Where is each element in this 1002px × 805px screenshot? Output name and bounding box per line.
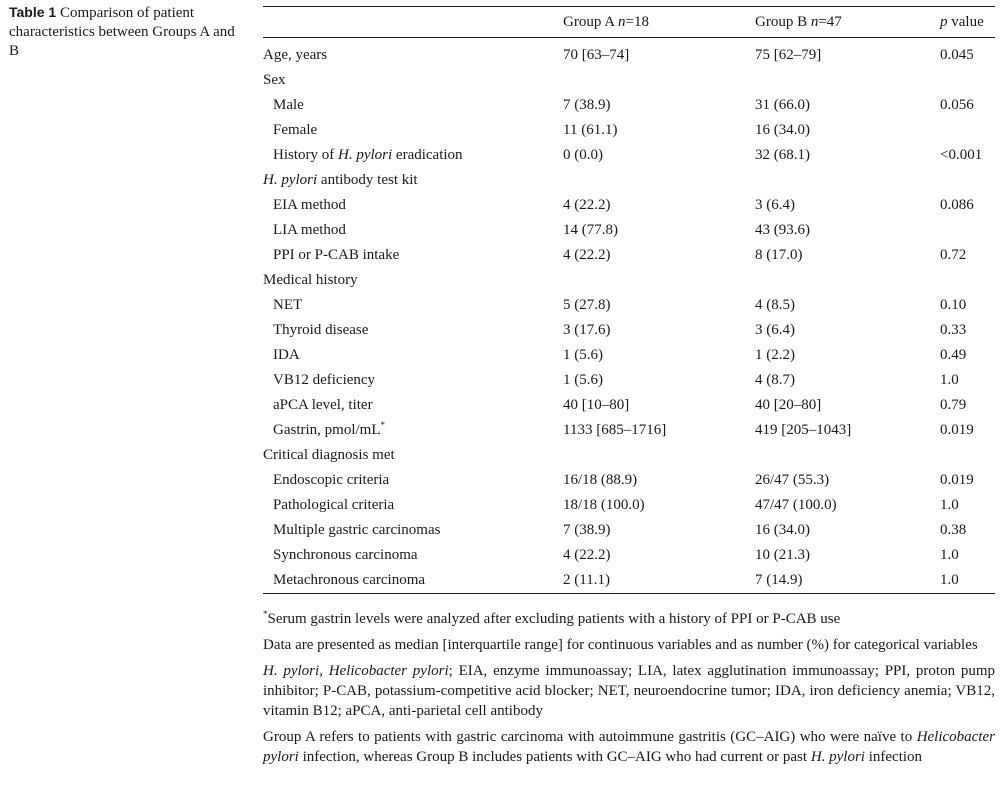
row-label: NET [273,297,303,313]
row-label: Endoscopic criteria [273,472,390,488]
p-value: 0.72 [940,247,967,263]
p-value: <0.001 [940,147,983,163]
p-value: 0.086 [940,197,974,213]
row-label: Male [273,97,304,113]
p-value: 0.79 [940,397,967,413]
group-a-value: 4 (22.2) [563,247,611,263]
group-a-value: 16/18 (88.9) [563,472,638,488]
table-row [263,443,995,468]
group-b-value: 75 [62–79] [755,47,822,63]
row-label: Sex [263,72,286,88]
group-a-value: 4 (22.2) [563,197,611,213]
group-b-value: 16 (34.0) [755,522,810,538]
footnote-abbreviations: H. pylori, Helicobacter pylori; EIA, enzyme immunoassay; LIA, latex agglutination immunoassay; PPI, proton pump inhibitor; P-CAB, potassium-competitive acid blocker; NET, neuroendocrine tumor; IDA, iron deficiency anemia; VB12, vitamin B12; aPCA, anti-parietal cell antibody [263,663,996,719]
table-row [263,68,995,93]
row-label: Critical diagnosis met [263,447,395,463]
footnote-data-presentation: Data are presented as median [interquartile range] for continuous variables and as number (%) for categorical variables [263,637,978,653]
table-row [263,118,995,143]
patient-characteristics-table [263,6,995,594]
row-label: aPCA level, titer [273,397,373,413]
table-row [263,568,995,593]
row-label: PPI or P-CAB intake [273,247,400,263]
header-p-value: p value [940,13,984,30]
table-row [263,268,995,293]
row-label: Age, years [263,47,328,63]
row-label: History of H. pylori eradication [273,147,463,163]
table-row [263,293,995,318]
group-a-value: 2 (11.1) [563,572,610,588]
group-b-value: 1 (2.2) [755,347,795,363]
row-label: H. pylori antibody test kit [263,172,418,188]
table-row [263,193,995,218]
group-b-value: 3 (6.4) [755,322,795,338]
group-b-value: 47/47 (100.0) [755,497,837,513]
group-b-value: 40 [20–80] [755,397,822,413]
group-a-value: 7 (38.9) [563,522,611,538]
p-value: 0.045 [940,47,974,63]
p-value: 1.0 [940,547,959,563]
table-row [263,318,995,343]
group-a-value: 1133 [685–1716] [563,422,667,438]
group-a-value: 14 (77.8) [563,222,618,238]
row-label: IDA [273,347,300,363]
caption-text: Comparison of patient characteristics between Groups A and B [9,5,235,59]
table-row [263,468,995,493]
group-a-value: 5 (27.8) [563,297,611,313]
row-label: Gastrin, pmol/mL* [273,420,385,438]
p-value: 1.0 [940,372,959,388]
group-b-value: 26/47 (55.3) [755,472,830,488]
group-b-value: 32 (68.1) [755,147,810,163]
group-b-value: 43 (93.6) [755,222,810,238]
group-a-value: 7 (38.9) [563,97,611,113]
table-row [263,43,995,68]
table-row [263,418,995,443]
group-b-value: 7 (14.9) [755,572,803,588]
table-row [263,343,995,368]
table-row [263,393,995,418]
table-row [263,93,995,118]
row-label: Thyroid disease [273,322,369,338]
group-a-value: 11 (61.1) [563,122,618,138]
p-value: 0.019 [940,422,974,438]
row-label: Medical history [263,272,358,288]
group-b-value: 419 [205–1043] [755,422,852,438]
p-value: 1.0 [940,497,959,513]
table-row [263,168,995,193]
p-value: 0.056 [940,97,974,113]
table-footnotes [263,609,995,773]
group-b-value: 8 (17.0) [755,247,803,263]
row-label: Multiple gastric carcinomas [273,522,441,538]
group-b-value: 4 (8.7) [755,372,795,388]
group-b-value: 31 (66.0) [755,97,810,113]
p-value: 0.019 [940,472,974,488]
row-label: LIA method [273,222,346,238]
row-label: Synchronous carcinoma [273,547,418,563]
group-a-value: 0 (0.0) [563,147,603,163]
header-group-a: Group A n=18 [563,13,649,30]
p-value: 1.0 [940,572,959,588]
p-value: 0.38 [940,522,967,538]
group-b-value: 16 (34.0) [755,122,810,138]
group-b-value: 4 (8.5) [755,297,795,313]
p-value: 0.10 [940,297,967,313]
row-label: Metachronous carcinoma [273,572,426,588]
table-row [263,143,995,168]
group-a-value: 40 [10–80] [563,397,630,413]
row-label: EIA method [273,197,346,213]
table-body [263,38,995,593]
group-b-value: 3 (6.4) [755,197,795,213]
table-row [263,243,995,268]
table-bottom-rule [263,593,995,594]
table-row [263,493,995,518]
row-label: Female [273,122,318,138]
group-a-value: 18/18 (100.0) [563,497,645,513]
footnote-group-definitions: Group A refers to patients with gastric carcinoma with autoimmune gastritis (GC–AIG) who were naïve to Helicobacter pylori infection, whereas Group B includes patients with GC–AIG who had current or past H. pylori infection [263,729,995,765]
p-value: 0.49 [940,347,967,363]
row-label: Pathological criteria [273,497,395,513]
header-group-b: Group B n=47 [755,13,842,30]
group-a-value: 4 (22.2) [563,547,611,563]
group-a-value: 1 (5.6) [563,347,603,363]
table-row [263,518,995,543]
table-row [263,543,995,568]
table-header-row [263,7,995,37]
table-caption [9,3,239,61]
table-row [263,218,995,243]
group-a-value: 1 (5.6) [563,372,603,388]
table-label: Table 1 [9,4,57,20]
table-row [263,368,995,393]
group-a-value: 70 [63–74] [563,47,630,63]
group-b-value: 10 (21.3) [755,547,810,563]
footnote-gastrin: *Serum gastrin levels were analyzed after excluding patients with a history of PPI or P-CAB use [263,609,841,627]
group-a-value: 3 (17.6) [563,322,611,338]
row-label: VB12 deficiency [273,372,376,388]
p-value: 0.33 [940,322,967,338]
